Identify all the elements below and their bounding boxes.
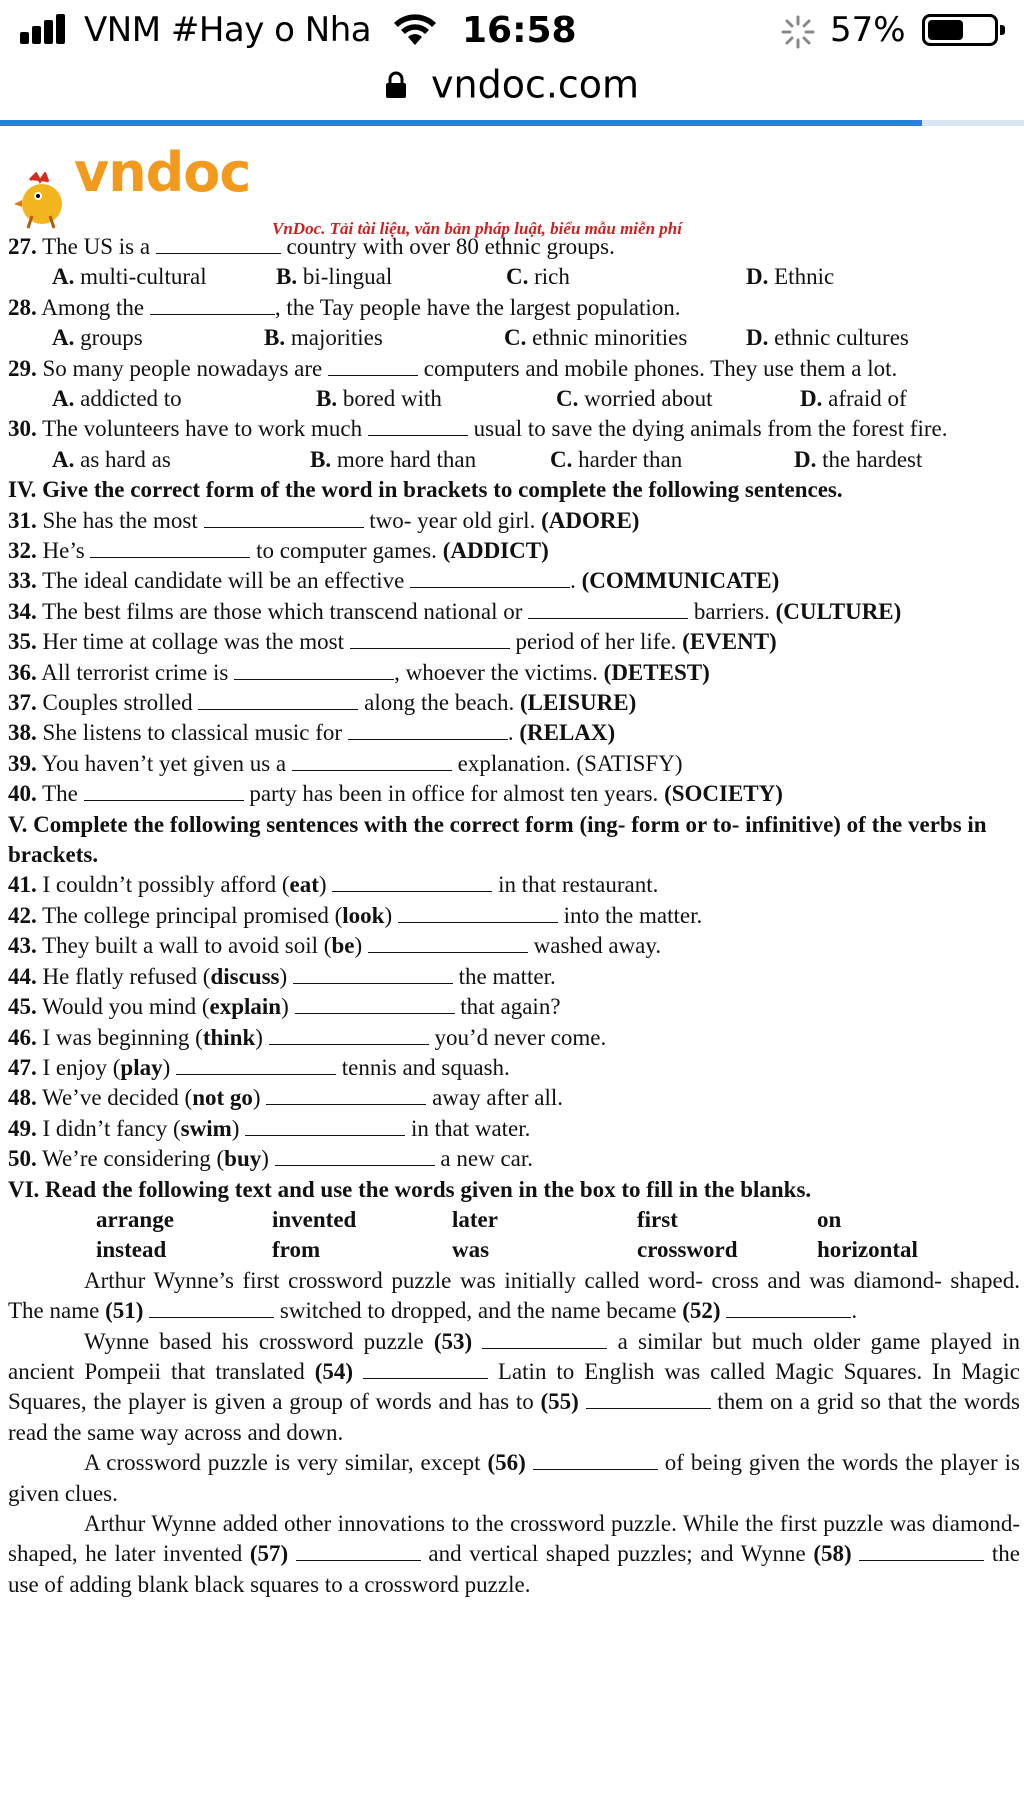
wifi-icon (392, 12, 438, 46)
question-47: 47. I enjoy (play) tennis and squash. (8, 1054, 510, 1080)
passage-paragraph-2: Wynne based his crossword puzzle (53) a similar but much older game played in ancient Pompeii that translated (54) Latin to English was called Magic Squares. In Magic Squares, the player is given a group of words and has to (55) them on a grid so that the words read the same way across and down. (8, 1328, 1021, 1445)
section-v (8, 810, 1020, 1175)
answer-blank[interactable] (348, 719, 508, 740)
question-32: 32. He’s to computer games. (ADDICT) (8, 538, 549, 563)
answer-blank[interactable] (398, 902, 558, 923)
option-d[interactable]: D. ethnic cultures (746, 325, 909, 351)
battery-icon (922, 14, 998, 46)
options-28 (8, 323, 1020, 353)
option-a[interactable]: A. groups (52, 325, 143, 351)
options-30 (8, 445, 1020, 475)
word-box-item: arrange (96, 1206, 174, 1232)
word-box-item: from (272, 1237, 321, 1263)
question-35: 35. Her time at collage was the most period of her life. (EVENT) (8, 629, 777, 655)
option-d[interactable]: D. afraid of (800, 386, 907, 411)
option-b[interactable]: B. more hard than (310, 446, 477, 472)
word-box (8, 1205, 1020, 1266)
word-box-item: later (452, 1206, 498, 1232)
answer-blank[interactable] (332, 871, 492, 892)
question-45: 45. Would you mind (explain) that again? (8, 994, 561, 1020)
address-bar[interactable] (0, 60, 1024, 112)
question-text: The volunteers have to work much (36, 416, 368, 442)
answer-blank[interactable] (150, 294, 275, 315)
word-box-item: first (637, 1206, 678, 1232)
passage-paragraph-4: Arthur Wynne added other innovations to the crossword puzzle. While the first puzzle was diamond- shaped, he later invented (57) and vertical shaped puzzles; and Wynne (58) the use of adding blank black squares to a crossword puzzle. (8, 1510, 1021, 1597)
question-43: 43. They built a wall to avoid soil (be) washed away. (8, 933, 662, 959)
option-c[interactable]: C. worried about (556, 386, 713, 411)
option-c[interactable]: C. ethnic minorities (504, 325, 688, 351)
section-heading: IV. Give the correct form of the word in brackets to complete the following sentences. (8, 477, 843, 503)
answer-blank[interactable] (328, 355, 418, 376)
status-bar (0, 0, 1024, 66)
mcq-section (8, 232, 1020, 475)
option-c[interactable]: C. rich (506, 264, 570, 290)
question-31: 31. She has the most two- year old girl. (ADORE) (8, 507, 640, 533)
question-text: The US is a (36, 234, 156, 259)
document-header (8, 141, 1020, 238)
question-28 (8, 293, 1020, 323)
carrier-name: VNM #Hay o Nha (84, 10, 372, 50)
question-text: , the Tay people have the largest population. (274, 294, 681, 320)
question-text: Among the (36, 294, 150, 320)
question-38: 38. She listens to classical music for . (RELAX) (8, 720, 616, 746)
lock-icon (385, 71, 407, 99)
answer-blank[interactable] (350, 628, 510, 649)
question-number: 27. (8, 234, 37, 259)
rooster-logo-icon (12, 172, 70, 230)
question-text: usual to save the dying animals from the forest fire. (467, 416, 948, 442)
question-40: 40. The party has been in office for almost ten years. (SOCIETY) (8, 781, 783, 807)
section-iv (8, 475, 1020, 809)
word-box-item: horizontal (817, 1237, 918, 1263)
question-39: 39. You haven’t yet given us a explanation. (SATISFY) (8, 750, 683, 776)
question-37: 37. Couples strolled along the beach. (LEISURE) (8, 690, 637, 716)
document-page (8, 141, 1021, 1600)
question-48: 48. We’ve decided (not go) away after all. (8, 1085, 563, 1111)
option-b[interactable]: B. bored with (316, 386, 442, 411)
word-box-item: invented (272, 1206, 357, 1232)
answer-blank[interactable] (275, 1145, 435, 1166)
answer-blank[interactable] (293, 963, 453, 984)
answer-blank-56[interactable] (533, 1449, 658, 1470)
question-number: 29. (8, 355, 37, 381)
answer-blank[interactable] (410, 567, 570, 588)
signal-icon (20, 14, 76, 44)
option-d[interactable]: D. the hardest (794, 446, 923, 472)
answer-blank-51[interactable] (149, 1297, 274, 1318)
word-box-item: instead (96, 1237, 167, 1263)
answer-blank[interactable] (198, 689, 358, 710)
question-30 (8, 414, 1020, 444)
word-box-item: was (452, 1237, 490, 1263)
option-b[interactable]: B. majorities (264, 325, 383, 351)
answer-blank[interactable] (234, 659, 394, 680)
answer-blank[interactable] (295, 993, 455, 1014)
vndoc-logo[interactable]: vndoc (74, 141, 251, 204)
passage-paragraph-3: A crossword puzzle is very similar, except (56) of being given the words the player is given clues. (8, 1450, 1020, 1506)
question-text: computers and mobile phones. They use them a lot. (418, 355, 898, 381)
question-33: 33. The ideal candidate will be an effective . (COMMUNICATE) (8, 568, 780, 594)
answer-blank[interactable] (368, 932, 528, 953)
answer-blank[interactable] (176, 1054, 336, 1075)
question-41: 41. I couldn’t possibly afford (eat) in that restaurant. (8, 872, 659, 898)
answer-blank[interactable] (156, 233, 281, 254)
status-time: 16:58 (462, 10, 577, 51)
word-box-item: on (817, 1206, 842, 1232)
spinner-icon (780, 14, 816, 50)
answer-blank-54[interactable] (363, 1358, 488, 1379)
question-50: 50. We’re considering (buy) a new car. (8, 1146, 534, 1172)
answer-blank[interactable] (528, 598, 688, 619)
passage-paragraph-1: Arthur Wynne’s first crossword puzzle was initially called word- cross and was diamond- shaped. The name (51) switched to dropped, and the name became (52) . (8, 1267, 1020, 1324)
answer-blank[interactable] (368, 415, 468, 436)
page-load-progress (0, 120, 1024, 126)
question-text: country with over 80 ethnic groups. (280, 234, 615, 259)
option-b[interactable]: B. bi-lingual (276, 264, 393, 290)
option-a[interactable]: A. addicted to (52, 386, 182, 411)
answer-blank[interactable] (266, 1084, 426, 1105)
option-d[interactable]: D. Ethnic (746, 264, 835, 290)
answer-blank[interactable] (292, 750, 452, 771)
battery-percent: 57% (830, 10, 906, 50)
answer-blank[interactable] (84, 780, 244, 801)
answer-blank-57[interactable] (296, 1540, 421, 1561)
word-box-item: crossword (637, 1237, 738, 1263)
answer-blank[interactable] (245, 1115, 405, 1136)
section-vi (8, 1175, 1020, 1601)
question-text: So many people nowadays are (36, 355, 329, 381)
question-number: 30. (8, 416, 37, 442)
answer-blank[interactable] (269, 1024, 429, 1045)
question-34: 34. The best films are those which transcend national or barriers. (CULTURE) (8, 598, 902, 624)
question-number: 28. (8, 294, 37, 320)
answer-blank-58[interactable] (859, 1540, 984, 1561)
answer-blank[interactable] (90, 537, 250, 558)
question-29 (8, 354, 1020, 384)
options-29 (8, 384, 1020, 414)
question-44: 44. He flatly refused (discuss) the matter. (8, 963, 556, 989)
question-42: 42. The college principal promised (look) into the matter. (8, 902, 703, 928)
question-36: 36. All terrorist crime is , whoever the victims. (DETEST) (8, 659, 710, 685)
answer-blank-52[interactable] (726, 1297, 851, 1318)
options-27 (8, 262, 1020, 292)
answer-blank-53[interactable] (482, 1328, 607, 1349)
question-49: 49. I didn’t fancy (swim) in that water. (8, 1115, 531, 1141)
option-a[interactable]: A. as hard as (52, 446, 171, 472)
option-a[interactable]: A. multi-cultural (52, 264, 207, 290)
section-heading: V. Complete the following sentences with the correct form (ing- form or to- infinitive) of the verbs in brackets. (8, 811, 987, 868)
option-c[interactable]: C. harder than (550, 446, 683, 472)
answer-blank-55[interactable] (586, 1388, 711, 1409)
question-46: 46. I was beginning (think) you’d never come. (8, 1024, 607, 1050)
url-text[interactable]: vndoc.com (431, 62, 640, 107)
logo-tagline: VnDoc. Tải tài liệu, văn bản pháp luật, biểu mẫu miễn phí (272, 219, 682, 238)
answer-blank[interactable] (204, 507, 364, 528)
section-heading: VI. Read the following text and use the words given in the box to fill in the blanks. (8, 1176, 812, 1202)
